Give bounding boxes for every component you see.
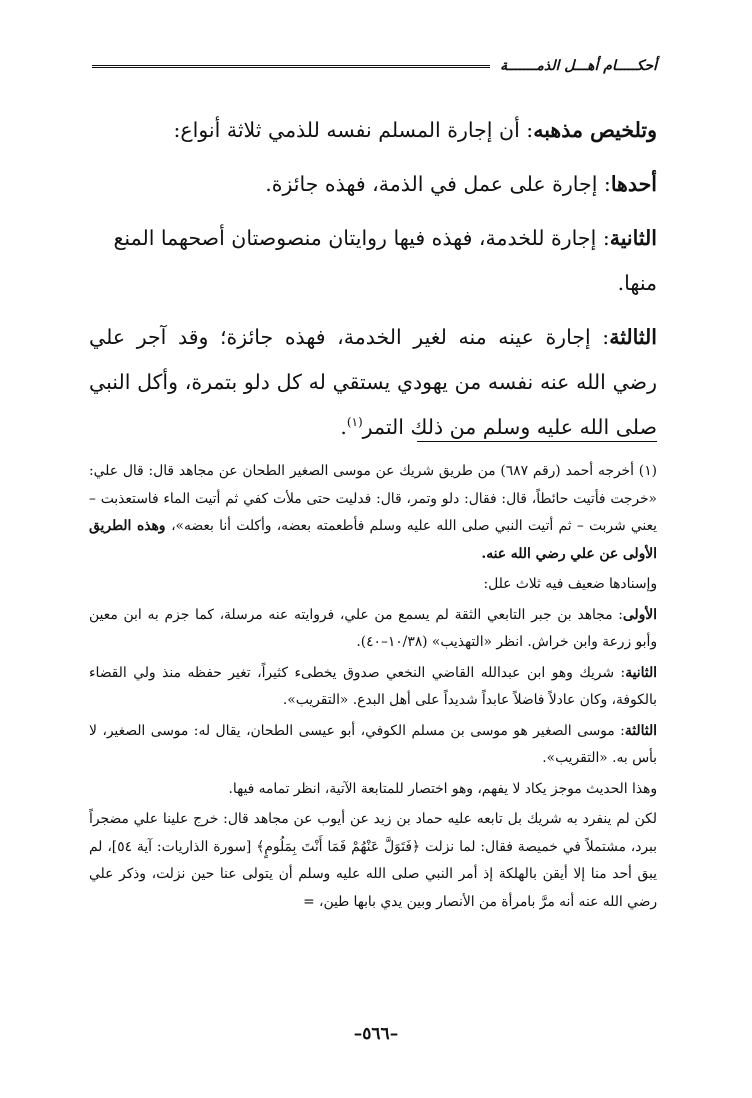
footnote-lead: الثانية xyxy=(625,664,657,681)
footnote-lead: الثالثة xyxy=(624,722,657,739)
footnote-defect-1 xyxy=(89,602,657,657)
footnote-text: : شريك وهو ابن عبدالله القاضي النخعي صدوق يخطىء كثيراً، تغير حفظه منذ ولي القضاء بالكوفة، وكان عادلاً فاضلاً عابداً شديداً على أهل البدع. «التقريب». xyxy=(89,664,657,708)
paragraph-lead: الثالثة xyxy=(609,325,657,349)
footnote-defect-2 xyxy=(89,660,657,715)
running-header xyxy=(92,56,657,76)
footnote-defect-3 xyxy=(89,718,657,773)
paragraph-text: : إجارة للخدمة، فهذه فيها روايتان منصوصتان أصحهما المنع xyxy=(113,226,610,250)
footnote-separator xyxy=(417,441,657,442)
paragraph-text: : إجارة على عمل في الذمة، فهذه جائزة. xyxy=(265,172,611,196)
paragraph-text: : إجارة عينه منه لغير الخدمة، فهذه جائزة؛ وقد آجر علي رضي الله عنه نفسه من يهودي يستقي له كل دلو بتمرة، وأكل النبي صلى الله عليه وسلم من ذلك التمر xyxy=(89,325,657,439)
paragraph-lead: الثانية xyxy=(609,226,657,250)
paragraph-first-type xyxy=(89,162,657,207)
footnote-summary: وهذا الحديث موجز يكاد لا يفهم، وهو اختصار للمتابعة الآتية، انظر تمامه فيها. xyxy=(228,780,657,797)
paragraph-second-type xyxy=(89,216,657,261)
footnotes xyxy=(89,458,657,919)
paragraph-summary xyxy=(89,108,657,153)
paragraph-second-type-continued: منها. xyxy=(617,271,657,295)
page-number: –٥٦٦– xyxy=(353,1024,399,1044)
main-text xyxy=(89,108,657,459)
paragraph-lead: وتلخيص مذهبه xyxy=(533,118,657,142)
header-double-rule xyxy=(92,65,490,68)
paragraph-third-type xyxy=(89,315,657,450)
footnote-lead: الأولى xyxy=(622,606,657,623)
footnote-text: : مجاهد بن جبر التابعي الثقة لم يسمع من علي، فروايته عنه مرسلة، كما جزم به ابن معين وأبو زرعة وابن خراش. انظر «التهذيب» (١٠/٣٨–٤٠). xyxy=(89,606,657,650)
paragraph-end: . xyxy=(340,415,347,439)
footnote-chain-weakness: وإسنادها ضعيف فيه ثلاث علل: xyxy=(483,576,657,592)
footnote-text: : موسى الصغير هو موسى بن مسلم الكوفي، أبو عيسى الطحان، يقال له: موسى الصغير، لا بأس به. «التقريب». xyxy=(89,722,657,766)
running-header-title: أحكـــــام أهـــل الذمـــــــة xyxy=(500,58,657,74)
footnote-corroboration: لكن لم ينفرد به شريك بل تابعه عليه حماد بن زيد عن أيوب عن مجاهد قال: خرج علينا علي مضجراً ببرد، مشتملاً في خميصة فقال: لما نزلت ﴿فَتَوَلَّ عَنْهُمْ فَمَا أَنْتَ بِمَلُومٍ﴾ [سورة الذاريات: آية ٥٤]، لم يبق أحد منا إلا أيقن بالهلكة إذ أمر النبي صلى الله عليه وسلم أن يتولى عنا حين نزلت، وذكر علي رضي الله عنه أنه مرَّ بامرأة من الأنصار وبين يدي بابها طين، = xyxy=(89,811,657,910)
paragraph-lead: أحدها xyxy=(610,172,657,196)
paragraph-text: : أن إجارة المسلم نفسه للذمي ثلاثة أنواع: xyxy=(173,118,534,142)
footnote-1 xyxy=(89,458,657,568)
footnote-text: (١) أخرجه أحمد (رقم ٦٨٧) من طريق شريك عن موسى الصغير الطحان عن مجاهد قال: قال علي: «خرجت فأتيت حائطاً، قال: فقال: دلو وتمر، قال: فدليت حتى ملأت كفي ثم أتيت الماء فاستعذبت – يعني شربت – ثم أتيت النبي صلى الله عليه وسلم فأطعمته بعضه، وأكلت أنا بعضه»، xyxy=(89,463,657,534)
footnote-bold-text: وهذه الطريق الأولى عن علي رضي الله عنه. xyxy=(89,518,657,562)
footnote-reference[interactable]: (١) xyxy=(346,415,363,430)
